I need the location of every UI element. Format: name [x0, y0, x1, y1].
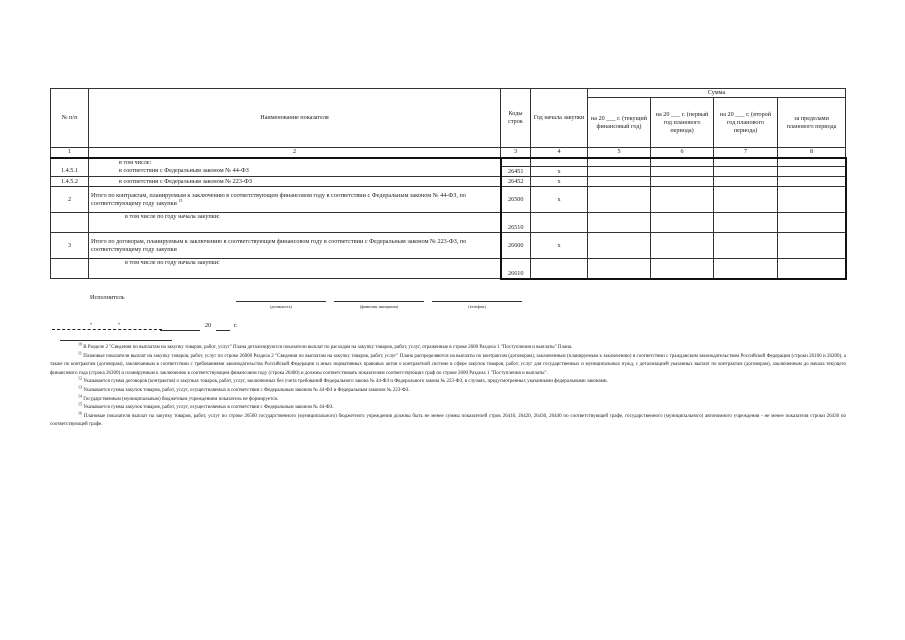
value-cell[interactable]: [651, 177, 714, 187]
header-num: № п/п: [51, 89, 89, 148]
position-caption: (должность): [270, 304, 292, 309]
value-cell[interactable]: [778, 259, 846, 279]
row-name: в том числе:: [89, 158, 501, 167]
footnote: $^{14}$ Государственным (муниципальным) бюджетным учреждением показатель не формируется.: [78, 392, 279, 402]
row-num: 2: [51, 187, 89, 213]
row-year: х: [531, 167, 588, 177]
row-name: в соответствии с Федеральным законом № 223-ФЗ: [89, 177, 501, 187]
date-quote-close: ": [118, 322, 121, 329]
value-cell[interactable]: [714, 233, 778, 259]
value-cell[interactable]: [714, 213, 778, 233]
name-line[interactable]: [334, 301, 424, 302]
table-row: [51, 167, 846, 177]
value-cell[interactable]: [714, 187, 778, 213]
value-cell[interactable]: [778, 177, 846, 187]
value-cell[interactable]: [588, 177, 651, 187]
value-cell[interactable]: [651, 213, 714, 233]
header-sum: Сумма: [588, 89, 846, 98]
col-number: 1: [51, 148, 89, 158]
col-number: 6: [651, 148, 714, 158]
header-col8: за пределами планового периода: [778, 98, 846, 148]
row-name: Итого по контрактам, планируемым к заключению в соответствующем финансовом году в соответствии с Федеральным законом № 44-ФЗ, по соответствующему году закупки $^{15}$: [89, 187, 501, 213]
col-number: 7: [714, 148, 778, 158]
row-year: х: [531, 187, 588, 213]
phone-line[interactable]: [432, 301, 522, 302]
table-row: [51, 158, 846, 167]
value-cell[interactable]: [714, 259, 778, 279]
row-code: 26451: [501, 167, 531, 177]
row-name: в том числе по году начала закупки:: [89, 213, 501, 233]
footnote: $^{12}$ Указывается сумма договоров (контрактов) о закупках товаров, работ, услуг, заключенных без учета требований Федерального закона № 44-ФЗ и Федерального закона № 223-ФЗ, в случаях, предусмотренных указанными федеральными законами.: [78, 375, 608, 385]
value-cell[interactable]: [714, 177, 778, 187]
row-code: 26500: [501, 187, 531, 213]
row-year: х: [531, 233, 588, 259]
footnote: $^{16}$ Плановые показатели выплат на закупку товаров, работ, услуг по строке 26500 государственного (муниципального) бюджетного учреждения должны быть не менее суммы показателей строк 26410, 26420, 26430, 26440 по соответствующей графе, государственного (муниципального) автономного учреждения - не менее показателя строки 26430 по соответствующей графе.: [50, 410, 847, 428]
row-num: 3: [51, 233, 89, 259]
row-name: Итого по договорам, планируемым к заключению в соответствующем финансовом году в соответствии с Федеральным законом № 223-ФЗ, по соответствующему году закупки: [89, 233, 501, 259]
header-year-start: Год начала закупки: [531, 89, 588, 148]
table-row: [51, 177, 846, 187]
row-num: 1.4.5.2: [51, 177, 89, 187]
executor-label: Исполнитель: [90, 294, 125, 301]
value-cell[interactable]: [778, 233, 846, 259]
value-cell[interactable]: [588, 259, 651, 279]
procurement-table: [50, 88, 847, 280]
header-col6: на 20 ___ г. (первый год планового периода): [651, 98, 714, 148]
row-num: 1.4.5.1: [51, 167, 89, 177]
value-cell[interactable]: [778, 213, 846, 233]
header-name: Наименование показателя: [89, 89, 501, 148]
value-cell[interactable]: [651, 233, 714, 259]
value-cell[interactable]: [651, 259, 714, 279]
col-number: 3: [501, 148, 531, 158]
header-col5: на 20 ___ г. (текущий финансовый год): [588, 98, 651, 148]
column-number-row: [51, 148, 846, 158]
footnote: $^{10}$ В Разделе 2 "Сведения по выплатам на закупку товаров, работ, услуг" Плана детализируются показатели выплат по расходам на закупку товаров, работ, услуг, отраженные в строке 2600 Раздела 1 "Поступления и выплаты" Плана.: [78, 341, 573, 350]
value-cell[interactable]: [588, 233, 651, 259]
row-code: 26600: [501, 233, 531, 259]
value-cell[interactable]: [588, 187, 651, 213]
row-code: 26452: [501, 177, 531, 187]
footnotes: [50, 341, 847, 430]
date-suffix: г.: [234, 322, 238, 329]
table-row: [51, 187, 846, 213]
date-redacted-line: [52, 329, 162, 330]
col-number: 4: [531, 148, 588, 158]
header-col7: на 20 ___ г. (второй год планового периода): [714, 98, 778, 148]
footnote: $^{15}$ Указывается сумма закупок товаров, работ, услуг, осуществляемых в соответствии с Федеральным законом № 44-ФЗ.: [78, 401, 334, 411]
position-line[interactable]: [236, 301, 326, 302]
table-row: [51, 213, 846, 233]
value-cell[interactable]: [778, 167, 846, 177]
table-row: [51, 259, 846, 279]
col-number: 5: [588, 148, 651, 158]
value-cell[interactable]: [714, 167, 778, 177]
date-year: 20: [205, 322, 212, 329]
table-row: [51, 233, 846, 259]
row-year: х: [531, 177, 588, 187]
row-code: 26610: [501, 259, 531, 279]
date-quote-open: ": [90, 322, 93, 329]
phone-caption: (телефон): [468, 304, 486, 309]
footnote-separator: [60, 340, 172, 341]
row-code: 26510: [501, 213, 531, 233]
footnote: $^{11}$ Плановые показатели выплат на закупку товаров, работ, услуг по строке 26000 Раздела 2 "Сведения по выплатам на закупку товаров, работ, услуг" Плана распределяются на выплаты по контрактам (договорам), заключенным (планируемым к заключению) в соответствии с гражданским законодательством Российской Федерации (строки 26100 и 26200), а также по контрактам (договорам), заключаемым в соответствии с требованиями законодательства Российской Федерации и иных нормативных правовых актов о контрактной системе в сфере закупок товаров, работ, услуг для государственных и муниципальных нужд, с детализацией указанных выплат по контрактам (договорам), заключенным до начала текущего финансового года (строка 26300) и планируемым к заключению в соответствующем финансовом году (строка 26400) и должны соответствовать показателям соответствующих граф по строке 2600 Раздела 1 "Поступления и выплаты".: [50, 349, 846, 376]
header-code: Коды строк: [501, 89, 531, 148]
name-caption: (фамилия, инициалы): [359, 304, 399, 309]
value-cell[interactable]: [778, 187, 846, 213]
value-cell[interactable]: [588, 167, 651, 177]
col-number: 2: [89, 148, 501, 158]
date-month-line[interactable]: [160, 330, 200, 331]
value-cell[interactable]: [651, 167, 714, 177]
value-cell[interactable]: [588, 213, 651, 233]
row-name: в соответствии с Федеральным законом № 44-ФЗ: [89, 167, 501, 177]
footnote: $^{13}$ Указывается сумма закупок товаров, работ, услуг, осуществляемых в соответствии с Федеральным законом № 44-ФЗ и Федеральным законом № 223-ФЗ.: [78, 384, 410, 393]
row-name: в том числе по году начала закупки:: [89, 259, 501, 279]
col-number: 8: [778, 148, 846, 158]
value-cell[interactable]: [651, 187, 714, 213]
date-year-line[interactable]: [216, 330, 230, 331]
